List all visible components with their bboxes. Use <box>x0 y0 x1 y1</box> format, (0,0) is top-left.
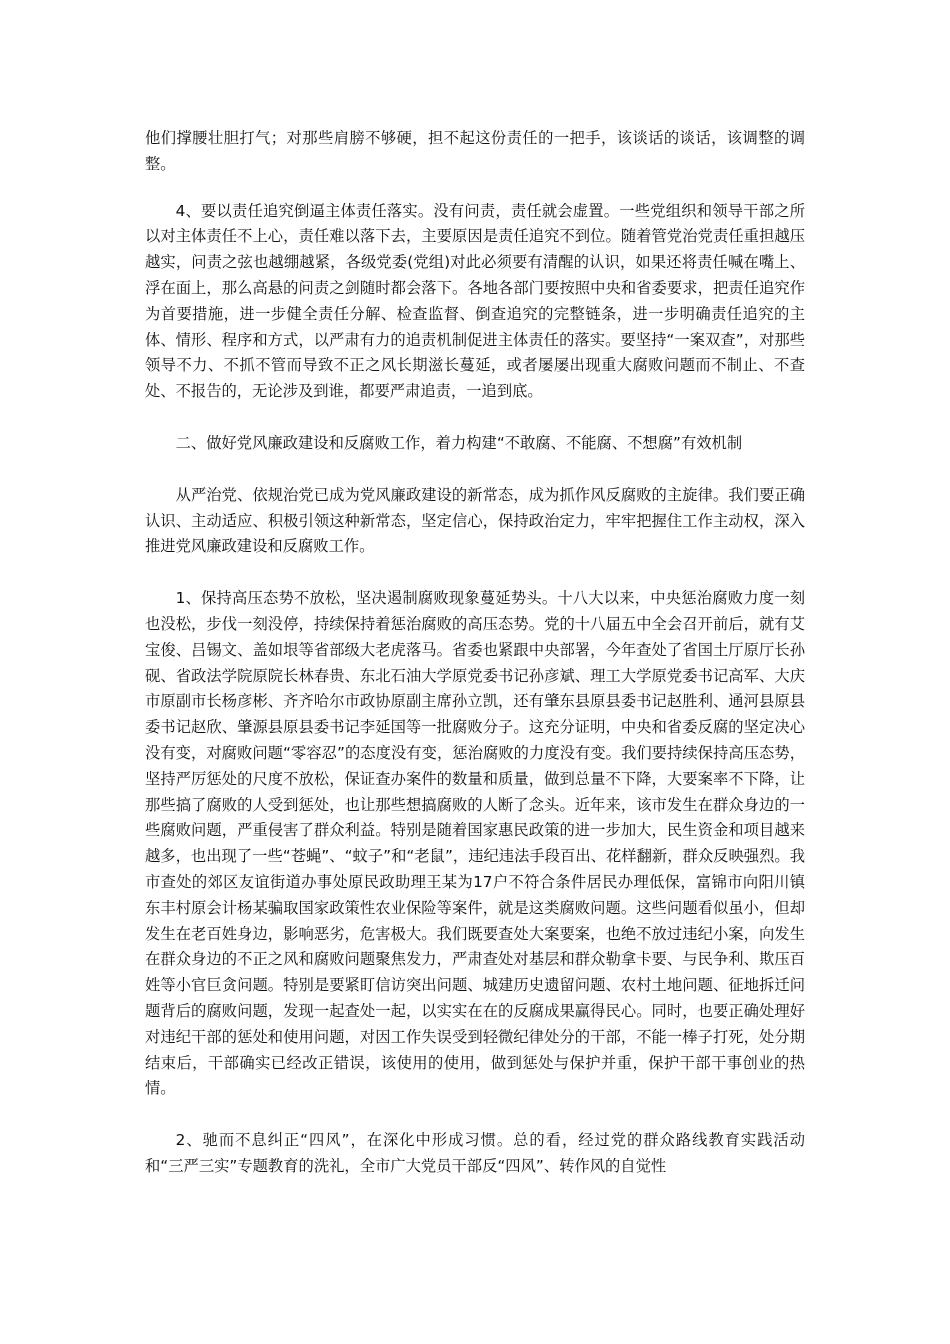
section-heading-two: 二、做好党风廉政建设和反腐败工作，着力构建“不敢腐、不能腐、不想腐”有效机制 <box>175 433 743 452</box>
paragraph-new-normal: 从严治党、依规治党已成为党风廉政建设的新常态，成为抓作风反腐败的主旋律。我们要正确认识、主动适应、积极引领这种新常态，坚定信心，保持政治定力，牢牢把握住工作主动权，深入推进党风廉政建设和反腐败工作。 <box>145 485 805 556</box>
paragraph-continuation: 他们撑腰壮胆打气；对那些肩膀不够硬，担不起这份责任的一把手，该谈话的谈话，该调整的调整。 <box>145 129 805 173</box>
paragraph-high-pressure: 1、保持高压态势不放松，坚决遏制腐败现象蔓延势头。十八大以来，中央惩治腐败力度一刻也没松，步伐一刻没停，持续保持着惩治腐败的高压态势。党的十八届五中全会召开前后，就有艾宝俊、吕锡文、盖如垠等省部级大老虎落马。省委也紧跟中央部署，今年查处了省国土厅原厅长孙砚、省政法学院原院长林春贵、东北石油大学原党委书记孙彦斌、理工大学原党委书记高军、大庆市原副市长杨彦彬、齐齐哈尔市政协原副主席孙立凯，还有肇东县原县委书记赵胜利、通河县原县委书记赵欣、肇源县原县委书记李延国等一批腐败分子。这充分证明，中央和省委反腐的坚定决心没有变，对腐败问题“零容忍”的态度没有变，惩治腐败的力度没有变。我们要持续保持高压态势，坚持严厉惩处的尺度不放松，保证查办案件的数量和质量，做到总量不下降，大要案率不下降，让那些搞了腐败的人受到惩处，也让那些想搞腐败的人断了念头。近年来，该市发生在群众身边的一些腐败问题，严重侵害了群众利益。特别是随着国家惠民政策的进一步加大，民生资金和项目越来越多，也出现了一些“苍蝇”、“蚊子”和“老鼠”，违纪违法手段百出、花样翻新，群众反映强烈。我市查处的郊区友谊街道办事处原民政助理王某为17户不符合条件居民办理低保，富锦市向阳川镇东丰村原会计杨某骗取国家政策性农业保险等案件，就是这类腐败问题。这些问题看似虽小，但却发生在老百姓身边，影响恶劣，危害极大。我们既要查处大案要案，也绝不放过违纪小案，向发生在群众身边的不正之风和腐败问题聚焦发力，严肃查处对基层和群众勒拿卡要、与民争利、欺压百姓等小官巨贪问题。特别是要紧盯信访突出问题、城建历史遗留问题、农村土地问题、征地拆迁问题背后的腐败问题，发现一起查处一起，以实实在在的反腐成果赢得民心。同时，也要正确处理好对违纪干部的惩处和使用问题，对因工作失误受到轻微纪律处分的干部，不能一棒子打死，处分期结束后，干部确实已经改正错误，该使用的使用，做到惩处与保护并重，保护干部干事创业的热情。 <box>145 589 805 1098</box>
paragraph-accountability: 4、要以责任追究倒逼主体责任落实。没有问责，责任就会虚置。一些党组织和领导干部之所以对主体责任不上心，责任难以落下去，主要原因是责任追究不到位。随着管党治党责任重担越压越实，问责之弦也越绷越紧，各级党委(党组)对此必须要有清醒的认识，如果还将责任喊在嘴上、浮在面上，那么高悬的问责之剑随时都会落下。各地各部门要按照中央和省委要求，把责任追究作为首要措施，进一步健全责任分解、检查监督、倒查追究的完整链条，进一步明确责任追究的主体、情形、程序和方式，以严肃有力的追责机制促进主体责任的落实。要坚持“一案双查”，对那些领导不力、不抓不管而导致不正之风长期滋长蔓延，或者屡屡出现重大腐败问题而不制止、不查处、不报告的，无论涉及到谁，都要严肃追责，一追到底。 <box>145 201 805 401</box>
document-body <box>145 126 805 1206</box>
paragraph-four-winds: 2、驰而不息纠正“四风”，在深化中形成习惯。总的看，经过党的群众路线教育实践活动和“三严三实”专题教育的洗礼，全市广大党员干部反“四风”、转作风的自觉性 <box>145 1131 805 1175</box>
